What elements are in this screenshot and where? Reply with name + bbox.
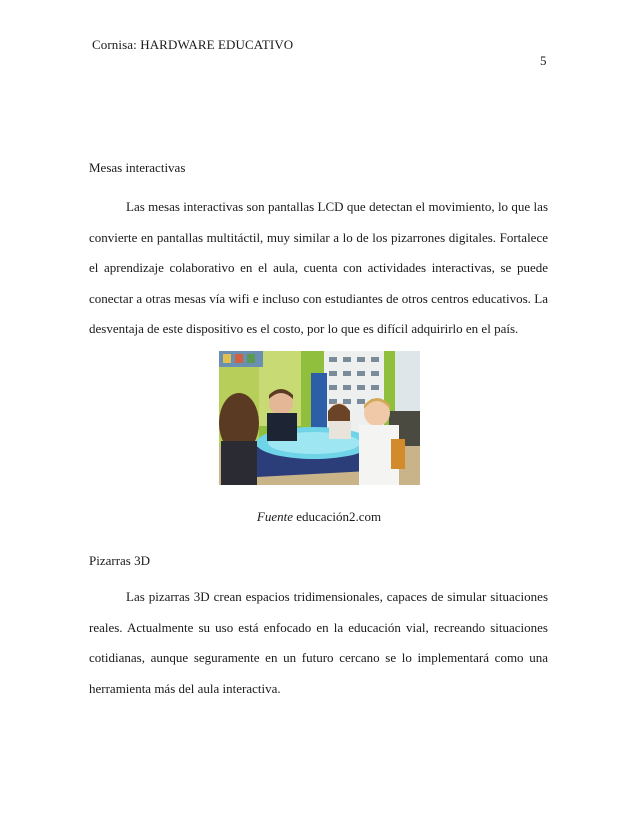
- caption-label: Fuente: [256, 509, 293, 524]
- caption-source: educación2.com: [296, 509, 382, 524]
- section-heading-mesas: Mesas interactivas: [89, 160, 186, 175]
- section-paragraph-mesas: Las mesas interactivas son pantallas LCD que detectan el movimiento, lo que las convierte en pantallas multitáctil, muy similar a lo de los pizarrones digitales. Fortalece el aprendizaje colaborativo en el aula, cuenta con actividades interactivas, se puede conectar a otras mesas vía wifi e incluso con estudiantes de otros centros educativos. La desventaja de este dispositivo es el costo, por lo que es difícil adquirirlo en el país.: [89, 199, 548, 336]
- section-heading-pizarras: Pizarras 3D: [89, 553, 151, 568]
- page-number: 5: [540, 53, 547, 68]
- section-paragraph-pizarras: Las pizarras 3D crean espacios tridimensionales, capaces de simular situaciones reales. Actualmente su uso está enfocado en la educación vial, recreando situaciones cotidianas, aunque seguramente en un futuro cercano se lo implementará como una herramienta más del aula interactiva.: [89, 589, 548, 696]
- running-head: Cornisa: HARDWARE EDUCATIVO: [92, 37, 294, 52]
- figure-photo: [219, 351, 420, 485]
- figure-caption: [0, 509, 638, 525]
- classroom-photo: [219, 351, 420, 485]
